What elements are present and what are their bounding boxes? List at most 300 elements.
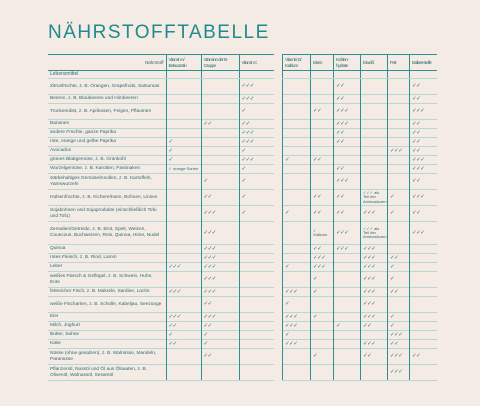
rating-cell: ✓ bbox=[311, 313, 334, 322]
food-name-cell: weißes Fleisch & Geflügel, z. B. Schwein, Huhn, Ente bbox=[48, 272, 166, 288]
rating-cell bbox=[311, 365, 334, 381]
table-row bbox=[48, 245, 274, 254]
rating-cell: ✓✓ bbox=[410, 147, 437, 156]
rating-cell bbox=[361, 95, 388, 104]
table-row bbox=[283, 297, 437, 313]
column-header: Eiweiß bbox=[361, 55, 388, 71]
rating-cell bbox=[410, 272, 437, 288]
food-name-cell: grünes Blattgemüse, z. B. Grünkohl bbox=[48, 156, 166, 165]
rating-cell: ✓✓ bbox=[311, 190, 334, 206]
rating-cell: ✓ bbox=[166, 156, 201, 165]
right-subheader-row bbox=[283, 71, 437, 79]
rating-cell bbox=[283, 365, 311, 381]
food-name-cell: Leber bbox=[48, 263, 166, 272]
rating-cell bbox=[334, 331, 361, 340]
table-row bbox=[48, 254, 274, 263]
header-label-food: Lebensmittel bbox=[48, 71, 166, 79]
rating-cell bbox=[239, 272, 274, 288]
rating-cell bbox=[239, 365, 274, 381]
table-row bbox=[48, 222, 274, 245]
rating-cell bbox=[388, 95, 410, 104]
table-row bbox=[48, 95, 274, 104]
rating-cell bbox=[311, 340, 334, 349]
rating-cell: ✓✓✓ bbox=[201, 272, 239, 288]
table-row bbox=[48, 129, 274, 138]
table-row bbox=[48, 297, 274, 313]
rating-cell: ✓✓✓ bbox=[239, 79, 274, 95]
rating-cell bbox=[388, 222, 410, 245]
rating-cell bbox=[388, 129, 410, 138]
rating-cell: ✓✓✓ bbox=[239, 129, 274, 138]
rating-cell: ✓✓ bbox=[388, 254, 410, 263]
rating-cell bbox=[201, 138, 239, 147]
rating-cell bbox=[166, 79, 201, 95]
rating-cell: ✓ bbox=[334, 322, 361, 331]
rating-cell bbox=[388, 245, 410, 254]
rating-cell bbox=[311, 322, 334, 331]
rating-cell bbox=[410, 288, 437, 297]
column-header: Vitamin A/ Betacarotin bbox=[166, 55, 201, 71]
rating-cell bbox=[361, 156, 388, 165]
rating-cell: ✓✓✓ bbox=[311, 254, 334, 263]
table-row bbox=[48, 322, 274, 331]
table-row bbox=[283, 340, 437, 349]
rating-cell bbox=[410, 313, 437, 322]
rating-cell: ✓✓✓ bbox=[166, 313, 201, 322]
rating-cell bbox=[201, 147, 239, 156]
rating-cell: ✓ bbox=[239, 147, 274, 156]
rating-cell: ✓✓✓ als Teil der Aminosäuren bbox=[361, 222, 388, 245]
table-row bbox=[283, 313, 437, 322]
rating-cell: ✓✓✓ bbox=[361, 272, 388, 288]
rating-cell: ✓✓ bbox=[311, 156, 334, 165]
rating-cell bbox=[239, 331, 274, 340]
nutrient-table-left bbox=[48, 54, 274, 381]
table-row bbox=[48, 365, 274, 381]
rating-cell: ✓✓ bbox=[334, 190, 361, 206]
rating-cell: ✓✓✓ bbox=[239, 138, 274, 147]
table-row bbox=[283, 138, 437, 147]
rating-cell: ✓ bbox=[239, 190, 274, 206]
rating-cell bbox=[283, 79, 311, 95]
rating-cell: ✓ bbox=[283, 331, 311, 340]
rating-cell bbox=[283, 349, 311, 365]
food-name-cell: Beeren, z. B. Blaubeeren und Himbeeren bbox=[48, 95, 166, 104]
rating-cell: ✓✓ bbox=[334, 206, 361, 222]
rating-cell: ✓✓ bbox=[334, 129, 361, 138]
table-row bbox=[283, 174, 437, 190]
rating-cell: ✓✓✓ als Teil der Aminosäuren bbox=[361, 190, 388, 206]
rating-cell bbox=[283, 190, 311, 206]
table-row bbox=[283, 129, 437, 138]
table-row bbox=[48, 288, 274, 297]
table-row bbox=[48, 331, 274, 340]
rating-cell: ✓✓✓ bbox=[334, 104, 361, 120]
table-row bbox=[48, 263, 274, 272]
rating-cell: ✓✓✓ bbox=[361, 245, 388, 254]
rating-cell: ✓✓✓ bbox=[201, 313, 239, 322]
rating-cell bbox=[361, 147, 388, 156]
rating-cell bbox=[311, 95, 334, 104]
rating-cell: ✓✓ bbox=[388, 288, 410, 297]
rating-cell bbox=[166, 245, 201, 254]
rating-cell bbox=[361, 120, 388, 129]
food-name-cell: rote, orange und gelbe Paprika bbox=[48, 138, 166, 147]
table-row bbox=[283, 147, 437, 156]
rating-cell: ✓✓ bbox=[361, 349, 388, 365]
rating-cell bbox=[283, 174, 311, 190]
food-name-cell: Zitrusfrüchte, z. B. Orangen, Grapefruits, Satsumas bbox=[48, 79, 166, 95]
table-row bbox=[283, 222, 437, 245]
rating-cell bbox=[410, 263, 437, 272]
rating-cell: ✓✓ bbox=[311, 245, 334, 254]
rating-cell: ✓ bbox=[388, 272, 410, 288]
table-row bbox=[283, 156, 437, 165]
rating-cell: ✓ bbox=[311, 272, 334, 288]
table-row bbox=[48, 120, 274, 129]
rating-cell: ✓ bbox=[388, 263, 410, 272]
rating-cell bbox=[283, 120, 311, 129]
rating-cell bbox=[311, 331, 334, 340]
rating-cell: ✓✓✓ bbox=[166, 288, 201, 297]
table-row bbox=[283, 349, 437, 365]
rating-cell bbox=[334, 272, 361, 288]
rating-cell bbox=[283, 138, 311, 147]
rating-cell bbox=[239, 340, 274, 349]
rating-cell: ✓✓ bbox=[311, 206, 334, 222]
rating-cell bbox=[410, 331, 437, 340]
rating-cell bbox=[334, 340, 361, 349]
rating-cell bbox=[388, 297, 410, 313]
food-name-cell: Hülsenfrüchte, z. B. Kichererbsen, Bohnen, Linsen bbox=[48, 190, 166, 206]
food-name-cell: stärkehaltiges Gemüse/Knollen, z. B. Kartoffeln, Yamswurzeln bbox=[48, 174, 166, 190]
rating-cell bbox=[283, 222, 311, 245]
rating-cell bbox=[334, 147, 361, 156]
rating-cell bbox=[239, 245, 274, 254]
rating-cell bbox=[311, 120, 334, 129]
table-row bbox=[283, 365, 437, 381]
rating-cell bbox=[388, 156, 410, 165]
rating-cell bbox=[239, 297, 274, 313]
rating-cell bbox=[166, 272, 201, 288]
rating-cell: ✓✓✓ bbox=[283, 322, 311, 331]
rating-cell: ✓✓✓ bbox=[239, 95, 274, 104]
table-row bbox=[283, 104, 437, 120]
food-name-cell: Quinoa bbox=[48, 245, 166, 254]
rating-cell bbox=[283, 104, 311, 120]
rating-cell bbox=[334, 156, 361, 165]
rating-cell bbox=[166, 222, 201, 245]
rating-cell: ✓✓ bbox=[201, 349, 239, 365]
food-name-cell: rotes Fleisch, z. B. Rind, Lamm bbox=[48, 254, 166, 263]
left-header-row bbox=[48, 55, 274, 71]
rating-cell: ✓✓✓ bbox=[388, 147, 410, 156]
rating-cell bbox=[283, 129, 311, 138]
rating-cell: ✓ bbox=[201, 174, 239, 190]
rating-cell: ✓ bbox=[388, 313, 410, 322]
rating-cell: ✓✓✓ bbox=[388, 331, 410, 340]
rating-cell bbox=[239, 313, 274, 322]
rating-cell: ✓✓✓ bbox=[361, 340, 388, 349]
table-row bbox=[48, 272, 274, 288]
rating-cell: ✓✓✓ bbox=[334, 174, 361, 190]
rating-cell bbox=[361, 104, 388, 120]
rating-cell: ✓ bbox=[201, 331, 239, 340]
header-label-nutrient: Nährstoff bbox=[48, 55, 166, 71]
rating-cell bbox=[388, 79, 410, 95]
rating-cell: ✓✓✓ bbox=[334, 222, 361, 245]
rating-cell bbox=[334, 313, 361, 322]
table-row bbox=[48, 349, 274, 365]
rating-cell bbox=[361, 174, 388, 190]
food-name-cell: andere Früchte, ganze Paprika bbox=[48, 129, 166, 138]
food-name-cell: Trockenobst, z. B. Aprikosen, Feigen, Pflaumen bbox=[48, 104, 166, 120]
rating-cell bbox=[283, 272, 311, 288]
table-row bbox=[48, 156, 274, 165]
rating-cell bbox=[311, 165, 334, 174]
table-row bbox=[48, 206, 274, 222]
table-row bbox=[48, 190, 274, 206]
rating-cell bbox=[410, 340, 437, 349]
rating-cell bbox=[361, 331, 388, 340]
rating-cell bbox=[361, 79, 388, 95]
rating-cell bbox=[201, 165, 239, 174]
rating-cell: ✓✓ bbox=[410, 138, 437, 147]
rating-cell: ✓ bbox=[166, 138, 201, 147]
rating-cell bbox=[388, 120, 410, 129]
rating-cell: ✓✓✓ bbox=[201, 245, 239, 254]
rating-cell: ✓✓ bbox=[410, 349, 437, 365]
rating-cell: ✓ bbox=[311, 288, 334, 297]
rating-cell: ✓✓✓ bbox=[361, 254, 388, 263]
table-row bbox=[283, 263, 437, 272]
rating-cell bbox=[239, 222, 274, 245]
table-row bbox=[48, 340, 274, 349]
table-row bbox=[48, 138, 274, 147]
rating-cell: ✓✓✓ bbox=[283, 313, 311, 322]
table-row bbox=[48, 165, 274, 174]
nutrient-table-right bbox=[282, 54, 437, 381]
rating-cell bbox=[334, 254, 361, 263]
rating-cell: ✓✓ bbox=[166, 340, 201, 349]
table-row bbox=[283, 165, 437, 174]
rating-cell: ✓✓✓ bbox=[410, 104, 437, 120]
rating-cell bbox=[166, 365, 201, 381]
column-header: Vitamin D/ Kalzium bbox=[283, 55, 311, 71]
rating-cell bbox=[334, 365, 361, 381]
rating-cell: ✓✓ bbox=[410, 129, 437, 138]
column-header: Fett bbox=[388, 55, 410, 71]
food-name-cell: weiße Fischarten, z. B. Scholle, Kabeljau, Seezunge bbox=[48, 297, 166, 313]
rating-cell bbox=[311, 79, 334, 95]
rating-cell: ✓✓ bbox=[166, 322, 201, 331]
food-name-cell: Pflanzenöl, Nussöl und Öl aus Ölsaaten, z. B. Olivenöl, Walnussöl, Sesamöl bbox=[48, 365, 166, 381]
rating-cell bbox=[334, 297, 361, 313]
rating-cell: ✓✓✓ bbox=[361, 288, 388, 297]
rating-cell bbox=[166, 129, 201, 138]
rating-cell: ✓ bbox=[166, 331, 201, 340]
rating-cell bbox=[166, 190, 201, 206]
rating-cell: ✓✓✓ bbox=[410, 165, 437, 174]
rating-cell: ✓✓ bbox=[410, 95, 437, 104]
rating-cell: ✓✓ bbox=[410, 79, 437, 95]
rating-cell: ✓✓ bbox=[311, 104, 334, 120]
rating-cell: ✓✓✓ bbox=[166, 263, 201, 272]
rating-cell bbox=[283, 95, 311, 104]
rating-cell bbox=[283, 254, 311, 263]
rating-cell bbox=[201, 79, 239, 95]
rating-cell: ✓ bbox=[388, 322, 410, 331]
rating-cell: ✓ bbox=[239, 206, 274, 222]
rating-cell: ✓✓ bbox=[201, 120, 239, 129]
rating-cell bbox=[166, 120, 201, 129]
rating-cell: ✓✓ bbox=[410, 120, 437, 129]
rating-cell bbox=[334, 263, 361, 272]
rating-cell bbox=[166, 174, 201, 190]
rating-cell bbox=[283, 147, 311, 156]
rating-cell: ✓✓✓ bbox=[201, 222, 239, 245]
food-name-cell: fettreicher Fisch, z. B. Makrele, Sardine, Lachs bbox=[48, 288, 166, 297]
rating-cell: ✓ bbox=[239, 165, 274, 174]
rating-cell bbox=[311, 147, 334, 156]
rating-cell: ✓✓✓ bbox=[283, 340, 311, 349]
rating-cell bbox=[361, 365, 388, 381]
table-row bbox=[283, 120, 437, 129]
rating-cell bbox=[388, 104, 410, 120]
rating-cell bbox=[239, 322, 274, 331]
rating-cell bbox=[410, 297, 437, 313]
rating-cell: ✓✓ bbox=[201, 322, 239, 331]
rating-cell bbox=[311, 297, 334, 313]
rating-cell: ✓ bbox=[283, 156, 311, 165]
table-row bbox=[48, 174, 274, 190]
rating-cell bbox=[201, 365, 239, 381]
rating-cell: ✓✓✓ bbox=[201, 263, 239, 272]
rating-cell bbox=[239, 288, 274, 297]
table-row bbox=[283, 79, 437, 95]
rating-cell: ✓✓ bbox=[201, 297, 239, 313]
rating-cell: ✓✓✓ bbox=[201, 288, 239, 297]
rating-cell: ✓ bbox=[388, 190, 410, 206]
table-row bbox=[48, 104, 274, 120]
rating-cell bbox=[239, 263, 274, 272]
rating-cell bbox=[334, 349, 361, 365]
rating-cell bbox=[410, 254, 437, 263]
table-row bbox=[283, 254, 437, 263]
rating-cell bbox=[166, 297, 201, 313]
rating-cell: ✓✓✓ bbox=[410, 190, 437, 206]
table-row bbox=[283, 95, 437, 104]
rating-cell: ✓✓✓ bbox=[361, 297, 388, 313]
rating-cell: ✓✓ bbox=[239, 120, 274, 129]
rating-cell bbox=[201, 95, 239, 104]
rating-cell: ✓✓ bbox=[334, 79, 361, 95]
page-title: NÄHRSTOFFTABELLE bbox=[48, 22, 270, 43]
rating-cell: ✓✓ bbox=[361, 322, 388, 331]
rating-cell: ✓✓✓ bbox=[201, 254, 239, 263]
rating-cell: ✓✓✓ bbox=[388, 365, 410, 381]
rating-cell: ✓✓✓ bbox=[334, 120, 361, 129]
column-header: Ballast-stoffe bbox=[410, 55, 437, 71]
rating-cell: ✓✓ bbox=[201, 190, 239, 206]
rating-cell: ✓✓✓ bbox=[283, 288, 311, 297]
rating-cell: ✓✓✓ bbox=[361, 263, 388, 272]
rating-cell bbox=[361, 165, 388, 174]
table-row bbox=[283, 272, 437, 288]
rating-cell: ✓✓✓ bbox=[410, 156, 437, 165]
table-row bbox=[283, 245, 437, 254]
rating-cell bbox=[166, 206, 201, 222]
rating-cell bbox=[388, 174, 410, 190]
rating-cell: ✓✓ bbox=[334, 95, 361, 104]
table-row bbox=[283, 190, 437, 206]
rating-cell bbox=[311, 138, 334, 147]
rating-cell: ✓✓✓ bbox=[361, 313, 388, 322]
rating-cell bbox=[334, 288, 361, 297]
rating-cell bbox=[361, 138, 388, 147]
rating-cell: ✓ Vollkorn bbox=[311, 222, 334, 245]
rating-cell bbox=[311, 174, 334, 190]
rating-cell: ✓ bbox=[239, 104, 274, 120]
rating-cell bbox=[311, 129, 334, 138]
rating-cell bbox=[166, 95, 201, 104]
rating-cell: ✓ bbox=[283, 263, 311, 272]
rating-cell bbox=[410, 322, 437, 331]
table-row bbox=[283, 206, 437, 222]
rating-cell: ✓ bbox=[166, 147, 201, 156]
rating-cell: ✓✓ bbox=[388, 340, 410, 349]
rating-cell: ✓✓✓ bbox=[239, 156, 274, 165]
rating-cell: ✓ bbox=[201, 340, 239, 349]
food-name-cell: Nüsse (ohne gesalzen), z. B. Walnüsse, Mandeln, Paranüsse bbox=[48, 349, 166, 365]
food-name-cell: Bananen bbox=[48, 120, 166, 129]
rating-cell: ✓✓ bbox=[410, 206, 437, 222]
rating-cell: ✓ orange Sorten bbox=[166, 165, 201, 174]
rating-cell: ✓✓ bbox=[334, 138, 361, 147]
food-name-cell: Zerealien/Getreide, z. B. Brot, Spelt, Weizen, Couscous, Buchweizen, Reis, Quinoa, Hirse, Nudel bbox=[48, 222, 166, 245]
rating-cell bbox=[201, 129, 239, 138]
table-row bbox=[48, 313, 274, 322]
column-header: Eisen bbox=[311, 55, 334, 71]
rating-cell: ✓ bbox=[388, 206, 410, 222]
rating-cell: ✓✓✓ bbox=[334, 245, 361, 254]
food-name-cell: Eier bbox=[48, 313, 166, 322]
left-subheader-row bbox=[48, 71, 274, 79]
column-header: Vitamine der B-Gruppe bbox=[201, 55, 239, 71]
table-row bbox=[283, 331, 437, 340]
table-row bbox=[283, 322, 437, 331]
table-row bbox=[48, 147, 274, 156]
rating-cell bbox=[239, 254, 274, 263]
column-header: Kohlen-hydrate bbox=[334, 55, 361, 71]
rating-cell bbox=[239, 349, 274, 365]
rating-cell bbox=[410, 245, 437, 254]
rating-cell bbox=[410, 365, 437, 381]
rating-cell: ✓✓✓ bbox=[201, 206, 239, 222]
rating-cell bbox=[388, 165, 410, 174]
rating-cell: ✓✓✓ bbox=[410, 222, 437, 245]
table-row bbox=[48, 79, 274, 95]
rating-cell bbox=[201, 156, 239, 165]
rating-cell bbox=[166, 104, 201, 120]
rating-cell bbox=[388, 138, 410, 147]
rating-cell: ✓✓✓ bbox=[361, 206, 388, 222]
rating-cell: ✓✓ bbox=[410, 174, 437, 190]
rating-cell: ✓ bbox=[283, 206, 311, 222]
rating-cell: ✓✓✓ bbox=[311, 263, 334, 272]
rating-cell: ✓ bbox=[239, 174, 274, 190]
rating-cell bbox=[283, 245, 311, 254]
